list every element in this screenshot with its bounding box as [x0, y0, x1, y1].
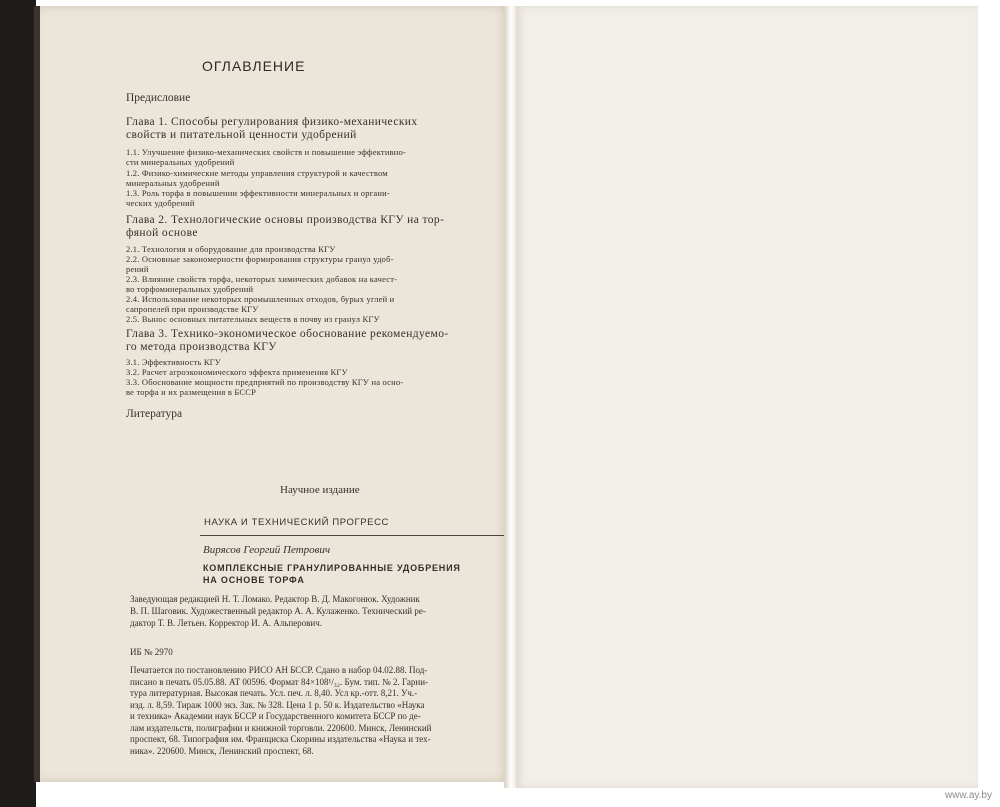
pubinfo-line: и техника» Академии наук БССР и Государственного комитета БССР по де-: [130, 711, 421, 721]
chapter-3-title: [126, 328, 526, 354]
toc-entry-literature: [126, 408, 526, 421]
credits-line: дактор Т. В. Летьен. Корректор И. А. Альперович.: [130, 618, 322, 628]
section-line: 1.1. Улучшение физико-механических свойств и повышение эффективно-: [126, 147, 407, 157]
toc-entry-1-3: [126, 188, 526, 208]
section-line: 2.4. Использование некоторых промышленных отходов, бурых углей и: [126, 294, 395, 304]
credits-line: В. П. Шаговик. Художественный редактор А. А. Кулаженко. Технический ре-: [130, 606, 426, 616]
section-line: сапропелей при производстве КГУ: [126, 304, 259, 314]
toc-entry-3-3: [126, 377, 526, 397]
section-line: 3.3. Обоснование мощности предприятий по производству КГУ на осно-: [126, 377, 404, 387]
scan-background: [0, 0, 36, 807]
chapter-2-title: [126, 214, 526, 240]
credits: [130, 593, 520, 629]
series-title: НАУКА И ТЕХНИЧЕСКИЙ ПРОГРЕСС: [204, 517, 389, 528]
toc-entry-1-2: [126, 168, 526, 188]
chapter-title-line: свойств и питательной ценности удобрений: [126, 129, 357, 141]
toc-entry-label: Литература: [126, 408, 183, 420]
toc-entry-2-2: [126, 254, 526, 274]
section-line: ческих удобрений: [126, 198, 195, 208]
book-spread: [34, 6, 984, 788]
toc-entry-label: Предисловие: [126, 92, 191, 104]
divider: [200, 535, 520, 536]
section-line: рений: [126, 264, 149, 274]
toc-entry-2-4: [126, 294, 526, 314]
pubinfo-line: лам издательств, полиграфии и книжной торговли. 220600. Минск, Ленинский: [130, 722, 432, 733]
toc-entry-2-1: [126, 244, 526, 254]
credits-line: Заведующая редакцией Н. Т. Ломако. Редактор В. Д. Макогонюк. Художник: [130, 594, 420, 604]
toc-entry-preface: [126, 92, 526, 105]
chapter-title-line: го метода производства КГУ: [126, 341, 277, 353]
chapter-title-line: Глава 1. Способы регулирования физико-механических: [126, 116, 418, 128]
chapter-1-title: [126, 116, 526, 142]
chapter-title-line: фяной основе: [126, 227, 198, 239]
section-line: 2.5. Вынос основных питательных веществ в почву из гранул КГУ: [126, 314, 380, 324]
publication-info: [130, 665, 520, 757]
section-line: 3.2. Расчет агроэкономического эффекта применения КГУ: [126, 367, 348, 377]
left-page: [40, 6, 510, 782]
toc-entry-2-5: [126, 314, 526, 324]
book-title-line: КОМПЛЕКСНЫЕ ГРАНУЛИРОВАННЫЕ УДОБРЕНИЯ: [203, 563, 461, 573]
pubinfo-line: тура литературная. Высокая печать. Усл. печ. л. 8,40. Усл кр.-отт. 8,21. Уч.-: [130, 688, 418, 698]
section-line: сти минеральных удобрений: [126, 157, 235, 167]
toc-entry-3-2: [126, 367, 526, 377]
right-page-blank: [516, 6, 978, 788]
chapter-title-line: Глава 2. Технологические основы производства КГУ на тор-: [126, 214, 445, 226]
ib-number: ИБ № 2970: [130, 647, 173, 657]
pubinfo-line: изд. л. 8,59. Тираж 1000 экз. Зак. № 328. Цена 1 р. 50 к. Издательство «Наука: [130, 699, 425, 710]
site-watermark: www.ay.by: [944, 790, 992, 801]
section-line: 2.2. Основные закономерности формирования структуры гранул удоб-: [126, 254, 394, 264]
chapter-title-line: Глава 3. Технико-экономическое обоснование рекомендуемо-: [126, 328, 449, 340]
author-name: Вирясов Георгий Петрович: [203, 544, 331, 556]
toc-entry-2-3: [126, 274, 526, 294]
publication-type: Научное издание: [280, 484, 360, 496]
book-title-line: НА ОСНОВЕ ТОРФА: [203, 575, 305, 585]
pubinfo-line: Печатается по постановлению РИСО АН БССР. Сдано в набор 04.02.88. Под-: [130, 665, 428, 675]
toc-heading: ОГЛАВЛЕНИЕ: [202, 58, 306, 74]
section-line: 2.1. Технология и оборудование для производства КГУ: [126, 244, 336, 254]
pubinfo-line: ника». 220600. Минск, Ленинский проспект, 68.: [130, 745, 314, 756]
pubinfo-line: проспект, 68. Типография им. Франциска Скорины издательства «Наука и тех-: [130, 734, 431, 744]
section-line: 1.3. Роль торфа в повышении эффективности минеральных и органи-: [126, 188, 390, 198]
section-line: 2.3. Влияние свойств торфа, некоторых химических добавок на качест-: [126, 274, 398, 284]
toc-entry-3-1: [126, 357, 526, 367]
toc-entry-1-1: [126, 147, 526, 167]
section-line: ве торфа и их размещения в БССР: [126, 387, 257, 397]
pubinfo-line: писано в печать 05.05.88. АТ 00596. Формат 84×108¹/₃₂. Бум. тип. № 2. Гарни-: [130, 676, 429, 687]
section-line: 1.2. Физико-химические методы управления структурой и качеством: [126, 168, 388, 178]
section-line: во торфоминеральных удобрений: [126, 284, 254, 294]
section-line: минеральных удобрений: [126, 178, 220, 188]
section-line: 3.1. Эффективность КГУ: [126, 357, 222, 367]
